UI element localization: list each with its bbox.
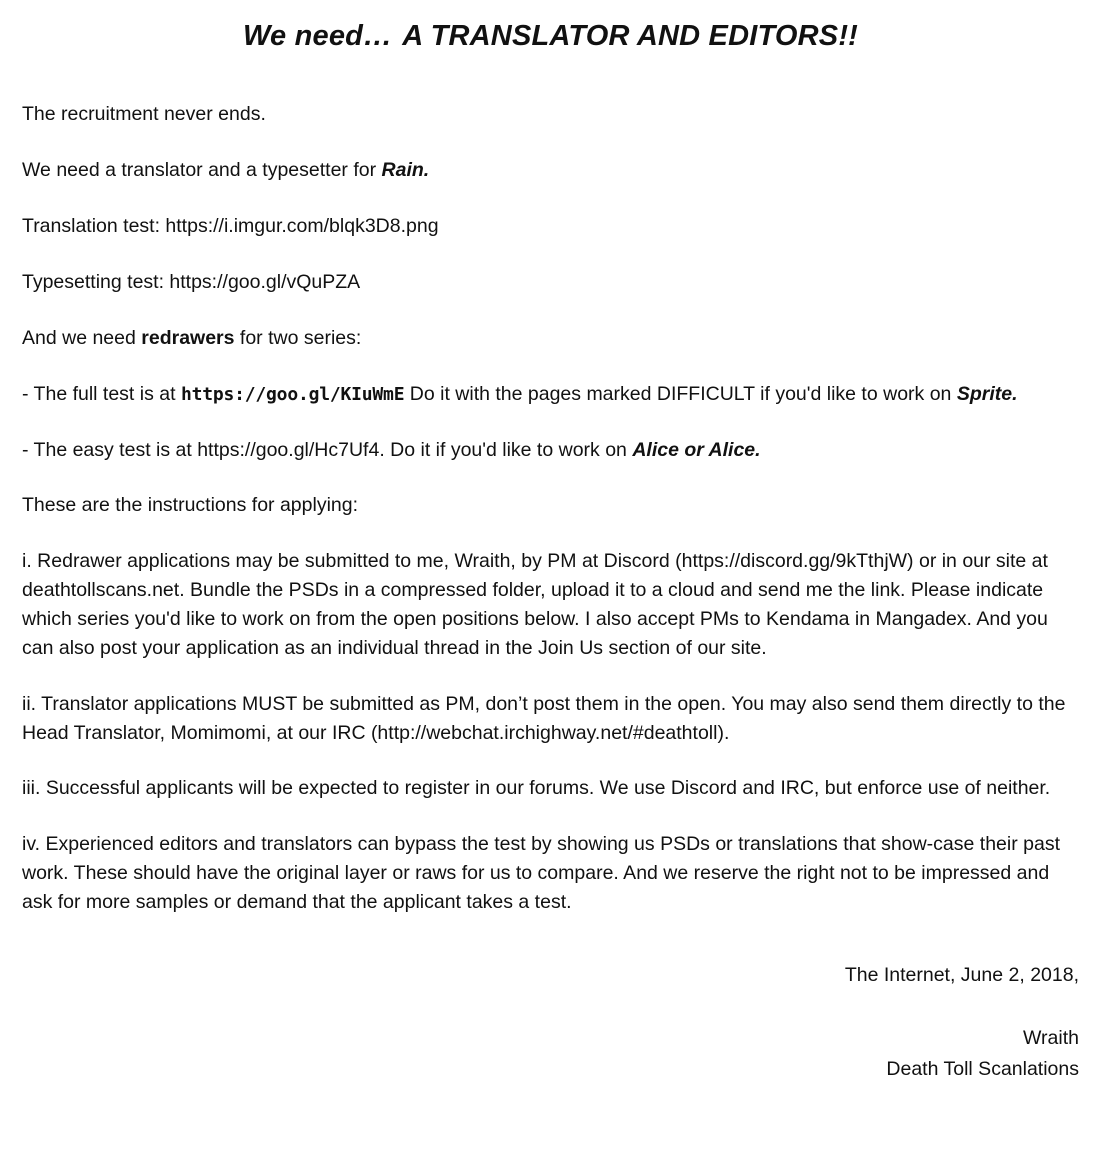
translation-test-text: Translation test: https://i.imgur.com/blqk3D8.png <box>22 215 439 238</box>
paragraph-instruction-ii <box>22 690 1079 748</box>
full-test-text-mid: Do it with the pages marked DIFFICULT if you'd like to work on <box>404 382 957 405</box>
paragraph-translation-test <box>22 212 1079 241</box>
paragraph-instruction-iv <box>22 830 1079 917</box>
instruction-i-text: i. Redrawer applications may be submitted to me, Wraith, by PM at Discord (https://discord.gg/9kTthjW) or in our site at deathtollscans.net. Bundle the PSDs in a compressed folder, upload it to a cloud and send me the link. Please indicate which series you'd like to work on from the open positions below. I also accept PMs to Kendama in Mangadex. And you can also post your application as an individual thread in the Join Us section of our site. <box>22 550 1048 659</box>
paragraph-instruction-i <box>22 547 1079 662</box>
series-name-rain: Rain. <box>381 159 430 182</box>
easy-test-text-start: - The easy test is at https://goo.gl/Hc7Uf4. Do it if you'd like to work on <box>22 438 633 461</box>
page-title-main: A TRANSLATOR AND EDITORS!! <box>402 20 859 52</box>
paragraph-instructions-heading <box>22 491 1079 520</box>
instructions-heading-text: These are the instructions for applying: <box>22 494 359 517</box>
document-body <box>22 100 1079 916</box>
signature-date: The Internet, June 2, 2018, <box>844 963 1079 986</box>
full-test-text-start: - The full test is at <box>22 382 181 405</box>
paragraph-full-test <box>22 380 1079 409</box>
redrawers-keyword: redrawers <box>141 326 235 349</box>
typesetting-test-text: Typesetting test: https://goo.gl/vQuPZA <box>22 270 361 293</box>
paragraph-intro-text: The recruitment never ends. <box>22 103 266 126</box>
instruction-iii-text: iii. Successful applicants will be expected to register in our forums. We use Discord and IRC, but enforce use of neither. <box>22 777 1051 800</box>
full-test-url: https://goo.gl/KIuWmE <box>180 383 405 405</box>
paragraph-intro <box>22 100 1079 129</box>
page-title-lead: We need… <box>242 20 393 52</box>
redrawers-text-start: And we need <box>22 326 142 349</box>
paragraph-instruction-iii <box>22 774 1079 803</box>
paragraph-need-roles-text: We need a translator and a typesetter for <box>22 159 382 182</box>
series-name-sprite: Sprite. <box>956 382 1018 405</box>
instruction-iv-text: iv. Experienced editors and translators can bypass the test by showing us PSDs or translations that show-case their past work. These should have the original layer or raws for us to compare. And we reserve the right not to be impressed and ask for more samples or demand that the applicant takes a test. <box>22 833 1060 913</box>
instruction-ii-text: ii. Translator applications MUST be submitted as PM, don’t post them in the open. You may also send them directly to the Head Translator, Momimomi, at our IRC (http://webchat.irchighway.net/#deathtoll). <box>22 692 1066 744</box>
series-name-alice-or-alice: Alice or Alice. <box>632 438 761 461</box>
page-title <box>22 20 1079 53</box>
paragraph-need-roles <box>22 156 1079 185</box>
signature-group: Death Toll Scanlations <box>886 1058 1079 1081</box>
paragraph-typesetting-test <box>22 268 1079 297</box>
signature-name: Wraith <box>1023 1027 1079 1050</box>
redrawers-text-end: for two series: <box>234 326 362 349</box>
signature-block <box>22 961 1079 1085</box>
paragraph-easy-test <box>22 436 1079 465</box>
paragraph-redrawers <box>22 324 1079 353</box>
